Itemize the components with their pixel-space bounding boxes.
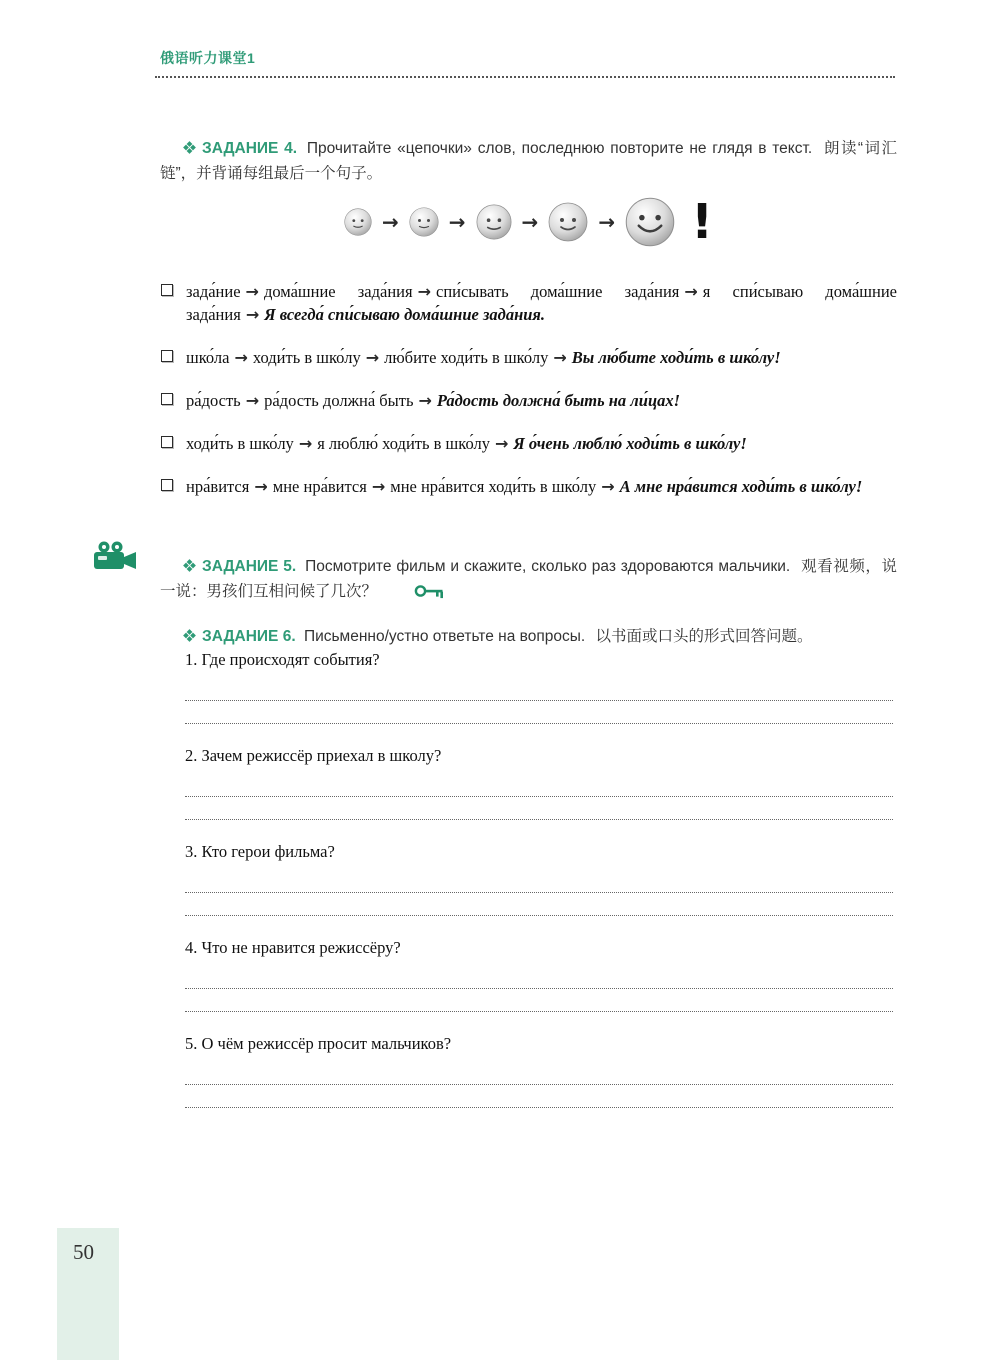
key-icon (389, 582, 444, 607)
answer-dotted-line (185, 772, 893, 797)
checkbox-bullet-icon (161, 436, 173, 448)
task6-instruction (160, 624, 897, 649)
task5-text-ru: Посмотрите фильм и скажите, сколько раз здороваются мальчики. (305, 557, 791, 575)
arrow-icon: → (553, 348, 567, 367)
diamond-bullet-icon (183, 630, 196, 643)
page-header-title: 俄语听力课堂1 (160, 50, 256, 66)
arrow-icon: → (234, 348, 248, 367)
answer-dotted-line (185, 701, 893, 724)
chain-item (160, 280, 897, 326)
answer-dotted-line (185, 1085, 893, 1108)
chain-final-sentence: Я всегда́ спи́сываю дома́шние зада́ния. (264, 305, 546, 324)
question-text: 2. Зачем режиссёр приехал в школу? (185, 746, 442, 765)
arrow-icon: → (245, 282, 259, 301)
arrow-icon: → (494, 434, 509, 453)
arrow-icon: → (245, 391, 260, 410)
chain-part: ходи́ть в шко́лу (186, 434, 294, 453)
task4-instruction (160, 136, 897, 186)
smiley-growth-illustration (160, 190, 897, 254)
question-block (185, 648, 893, 724)
task6-text-ru: Письменно/устно ответьте на вопросы. (303, 627, 586, 645)
task4-label: ЗАДАНИЕ 4. (202, 139, 298, 157)
chain-item (160, 389, 897, 412)
arrow-icon: → (382, 210, 399, 234)
arrow-icon: → (448, 210, 466, 234)
chain-part: мне нра́вится (272, 477, 367, 496)
chain-final-sentence: А мне нра́вится ходи́ть в шко́лу! (619, 477, 863, 496)
chain-part: мне нра́вится ходи́ть в шко́лу (390, 477, 597, 496)
arrow-icon: → (418, 391, 432, 410)
task6-text-zh: 以书面或口头的形式回答问题。 (595, 627, 813, 645)
task5-label: ЗАДАНИЕ 5. (202, 557, 297, 575)
chain-final-sentence: Я о́чень люблю́ ходи́ть в шко́лу! (513, 434, 747, 453)
chain-item (160, 432, 897, 455)
arrow-icon: → (601, 477, 615, 496)
smiley-icon (476, 204, 512, 240)
arrow-icon: → (371, 477, 386, 496)
answer-dotted-line (185, 989, 893, 1012)
checkbox-bullet-icon (161, 350, 173, 362)
chain-part: спи́сывать дома́шние зада́ния (436, 282, 680, 301)
chain-part: лю́бите ходи́ть в шко́лу (384, 348, 549, 367)
chain-final-sentence: Вы лю́бите ходи́ть в шко́лу! (571, 348, 781, 367)
chain-part: ра́дость должна́ быть (264, 391, 414, 410)
chain-part: зада́ние (186, 282, 241, 301)
question-text: 1. Где происходят события? (185, 650, 380, 669)
arrow-icon: → (521, 210, 539, 234)
task4-text-ru: Прочитайте «цепочки» слов, последнюю повторите не глядя в текст. (306, 139, 813, 157)
diamond-bullet-icon (183, 560, 196, 573)
video-camera-icon (90, 540, 138, 579)
answer-dotted-line (185, 676, 893, 701)
question-text: 5. О чём режиссёр просит мальчиков? (185, 1034, 452, 1053)
arrow-icon: → (684, 282, 698, 301)
header-dotted-rule (155, 76, 895, 78)
question-text: 4. Что не нравится режиссёру? (185, 938, 401, 957)
answer-dotted-line (185, 868, 893, 893)
chain-part: я спи́сываю дома́шние зада́ния (186, 282, 897, 324)
checkbox-bullet-icon (161, 284, 173, 296)
task5-instruction (160, 554, 897, 607)
arrow-icon: → (598, 210, 616, 234)
chain-part: ра́дость (186, 391, 241, 410)
answer-dotted-line (185, 964, 893, 989)
checkbox-bullet-icon (161, 393, 173, 405)
task4-text-zh: 朗读“词汇链”，并背诵每组最后一个句子。 (160, 139, 898, 182)
task6-label: ЗАДАНИЕ 6. (202, 627, 296, 645)
diamond-bullet-icon (183, 142, 196, 155)
chain-part: нра́вится (186, 477, 250, 496)
question-block (185, 744, 893, 820)
page-number: 50 (73, 1240, 94, 1264)
arrow-icon: → (298, 434, 313, 453)
big-smiley-icon (625, 197, 675, 247)
checkbox-bullet-icon (161, 479, 173, 491)
answer-dotted-line (185, 797, 893, 820)
question-block (185, 936, 893, 1012)
page-number-block (57, 1228, 119, 1360)
question-block (185, 840, 893, 916)
chain-item (160, 346, 897, 369)
chain-final-sentence: Ра́дость должна́ быть на ли́цах! (436, 391, 681, 410)
chain-part: шко́ла (186, 348, 230, 367)
smiley-icon (409, 207, 439, 237)
task5-text-zh: 观看视频，说一说：男孩们互相问候了几次？ (160, 557, 897, 600)
arrow-icon: → (254, 477, 268, 496)
chain-part: я люблю́ ходи́ть в шко́лу (317, 434, 490, 453)
smiley-icon (548, 202, 588, 242)
question-block (185, 1032, 893, 1108)
chain-part: дома́шние зада́ния (263, 282, 413, 301)
question-text: 3. Кто герои фильма? (185, 842, 335, 861)
chain-part: ходи́ть в шко́лу (252, 348, 361, 367)
exclamation-mark: ! (691, 194, 713, 250)
answer-dotted-line (185, 893, 893, 916)
arrow-icon: → (245, 305, 260, 324)
arrow-icon: → (365, 348, 380, 367)
smiley-icon (344, 208, 372, 236)
question-list (185, 648, 893, 1128)
arrow-icon: → (417, 282, 431, 301)
answer-dotted-line (185, 1060, 893, 1085)
chain-list (160, 280, 897, 518)
chain-item (160, 475, 897, 498)
